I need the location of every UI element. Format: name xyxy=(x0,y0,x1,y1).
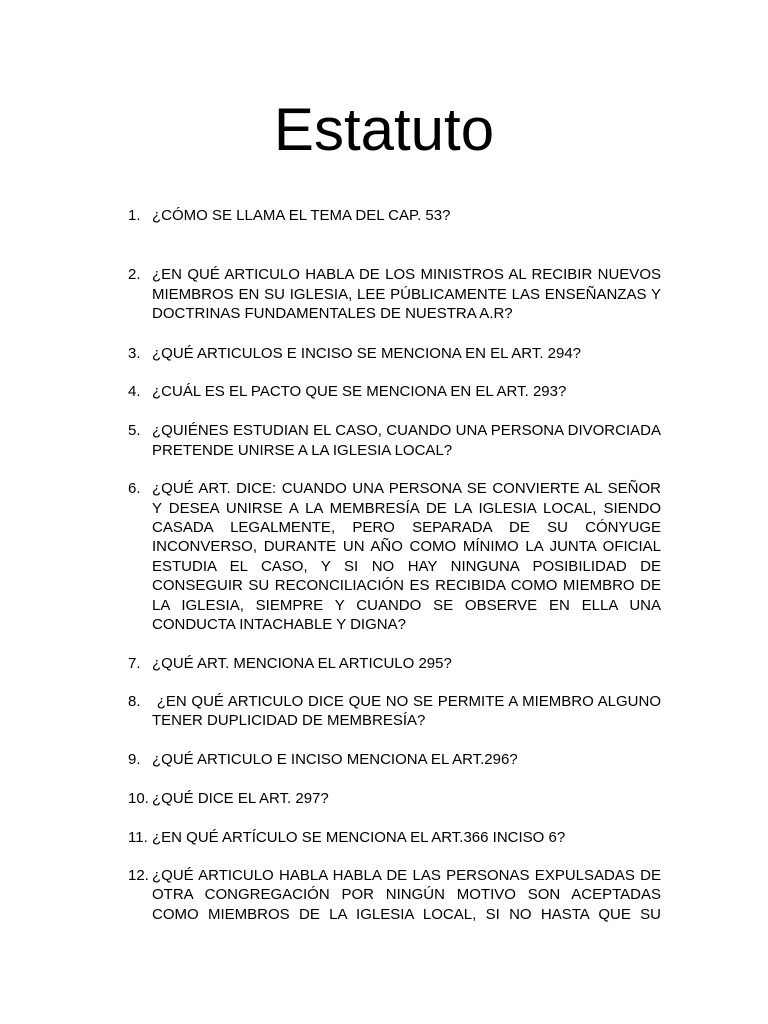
question-item xyxy=(0,750,768,769)
question-item xyxy=(0,789,768,808)
question-item xyxy=(0,344,768,363)
question-text: ¿EN QUÉ ARTÍCULO SE MENCIONA EL ART.366 INCISO 6? xyxy=(152,828,566,846)
question-number: 9. xyxy=(128,750,141,768)
question-text: ¿CÓMO SE LLAMA EL TEMA DEL CAP. 53? xyxy=(152,207,451,224)
question-item xyxy=(0,692,768,731)
question-text: ¿QUÉ DICE EL ART. 297? xyxy=(152,790,329,808)
question-number: 7. xyxy=(128,654,141,672)
question-number: 2. xyxy=(128,266,141,284)
question-item xyxy=(0,866,768,924)
question-text: ¿QUÉ ARTICULO HABLA HABLA DE LAS PERSONAS EXPULSADAS DE OTRA CONGREGACIÓN POR NINGÚN MOTIVO SON ACEPTADAS COMO MIEMBROS DE LA IGLESIA LOCAL, SI NO HASTA QUE SU xyxy=(152,866,661,923)
question-text: ¿QUÉ ART. MENCIONA EL ARTICULO 295? xyxy=(152,654,452,672)
question-item xyxy=(0,206,768,225)
question-number: 11. xyxy=(128,828,148,846)
question-text: ¿QUIÉNES ESTUDIAN EL CASO, CUANDO UNA PERSONA DIVORCIADA PRETENDE UNIRSE A LA IGLESIA LOCAL? xyxy=(152,422,661,459)
question-text: ¿EN QUÉ ARTICULO DICE QUE NO SE PERMITE A MIEMBRO ALGUNO TENER DUPLICIDAD DE MEMBRESÍA? xyxy=(152,692,665,730)
question-item xyxy=(0,382,768,401)
question-text: ¿QUÉ ART. DICE: CUANDO UNA PERSONA SE CONVIERTE AL SEÑOR Y DESEA UNIRSE A LA MEMBRESÍA DE LA IGLESIA LOCAL, SIENDO CASADA LEGALMENTE, PERO SEPARADA DE SU CÓNYUGE INCONVERSO, DURANTE UN AÑO COMO MÍNIMO LA JUNTA OFICIAL ESTUDIA EL CASO, Y SI NO HAY NINGUNA POSIBILIDAD DE CONSEGUIR SU RECONCILIACIÓN ES RECIBIDA COMO MIEMBRO DE LA IGLESIA, SIEMPRE Y CUANDO SE OBSERVE EN ELLA UNA CONDUCTA INTACHABLE Y DIGNA? xyxy=(152,480,661,634)
question-text: ¿QUÉ ARTICULO E INCISO MENCIONA EL ART.296? xyxy=(152,750,518,768)
question-item xyxy=(0,828,768,847)
question-item xyxy=(0,421,768,460)
page-title: Estatuto xyxy=(273,96,495,163)
question-text: ¿QUÉ ARTICULOS E INCISO SE MENCIONA EN EL ART. 294? xyxy=(152,344,582,362)
question-item xyxy=(0,654,768,673)
question-number: 3. xyxy=(128,344,141,362)
question-number: 1. xyxy=(128,207,141,224)
question-item xyxy=(0,265,768,323)
question-list xyxy=(0,206,768,924)
question-number: 12. xyxy=(128,866,149,884)
question-number: 8. xyxy=(128,692,141,710)
question-number: 4. xyxy=(128,383,141,401)
question-text: ¿EN QUÉ ARTICULO HABLA DE LOS MINISTROS AL RECIBIR NUEVOS MIEMBROS EN SU IGLESIA, LEE PÚBLICAMENTE LAS ENSEÑANZAS Y DOCTRINAS FUNDAMENTALES DE NUESTRA A.R? xyxy=(152,266,661,323)
question-item xyxy=(0,479,768,634)
question-number: 6. xyxy=(128,480,141,498)
question-text: ¿CUÁL ES EL PACTO QUE SE MENCIONA EN EL ART. 293? xyxy=(152,383,567,401)
question-number: 10. xyxy=(128,790,149,808)
question-number: 5. xyxy=(128,422,141,440)
